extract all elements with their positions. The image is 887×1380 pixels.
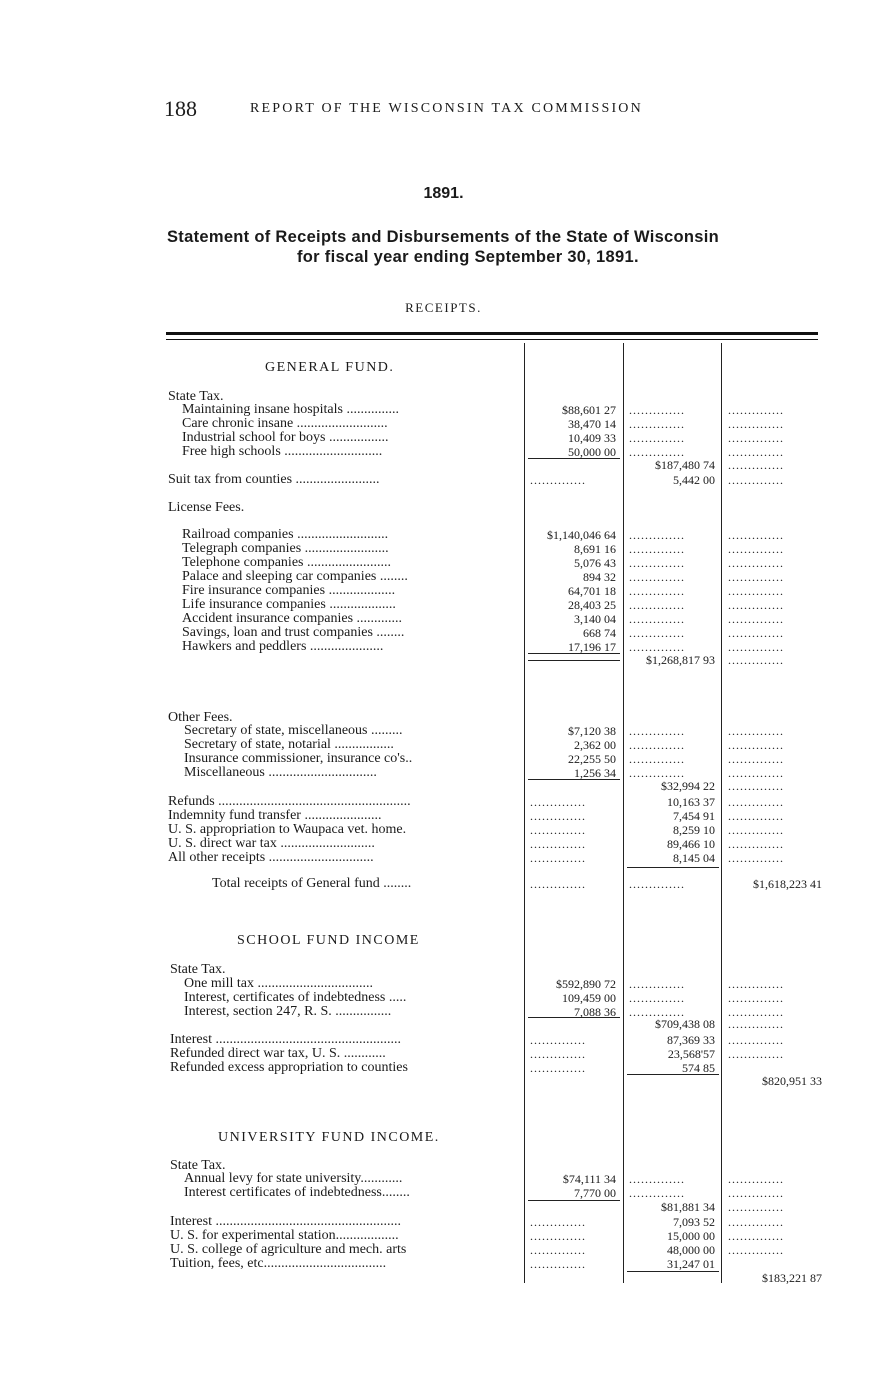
amount-cell: 15,000 00 xyxy=(667,1229,715,1243)
dot-leader: .............. xyxy=(629,1005,685,1019)
dot-leader: .............. xyxy=(629,584,685,598)
row-label: Annual levy for state university............ xyxy=(184,1172,403,1186)
dot-leader: .............. xyxy=(728,598,784,612)
dot-leader: .............. xyxy=(629,1186,685,1200)
row-label: U. S. direct war tax ........................... xyxy=(168,837,375,851)
row-label: Tuition, fees, etc................................... xyxy=(170,1257,387,1271)
amount-cell: 7,088 36 xyxy=(574,1005,616,1019)
row-label: Suit tax from counties ........................ xyxy=(168,473,380,487)
dot-leader: .............. xyxy=(629,977,685,991)
row-label: Insurance commissioner, insurance co's.. xyxy=(184,752,413,766)
dot-leader: .............. xyxy=(629,991,685,1005)
dot-leader: .............. xyxy=(728,766,784,780)
amount-cell: 1,256 34 xyxy=(574,766,616,780)
dot-leader: .............. xyxy=(530,1061,586,1075)
dot-leader: .............. xyxy=(530,473,586,487)
amount-cell: 87,369 33 xyxy=(667,1033,715,1047)
dot-leader: .............. xyxy=(728,612,784,626)
dot-leader: .............. xyxy=(728,431,784,445)
row-label: Railroad companies .......................... xyxy=(182,528,389,542)
dot-leader: .............. xyxy=(728,570,784,584)
amount-cell: $74,111 34 xyxy=(562,1172,616,1186)
dot-leader: .............. xyxy=(728,458,784,472)
dot-leader: .............. xyxy=(530,795,586,809)
amount-cell: 668 74 xyxy=(583,626,616,640)
row-label: U. S. for experimental station.................. xyxy=(170,1229,399,1243)
running-title: REPORT OF THE WISCONSIN TAX COMMISSION xyxy=(250,101,643,116)
row-label: Refunded direct war tax, U. S. ............ xyxy=(170,1047,386,1061)
row-label: Other Fees. xyxy=(168,711,233,725)
dot-leader: .............. xyxy=(728,1017,784,1031)
dot-leader: .............. xyxy=(629,877,685,891)
dot-leader: .............. xyxy=(728,779,784,793)
dot-leader: .............. xyxy=(530,851,586,865)
row-label: One mill tax ................................. xyxy=(184,977,373,991)
row-label: State Tax. xyxy=(170,963,226,977)
column-divider-2 xyxy=(623,343,624,1283)
amount-cell: 10,409 33 xyxy=(568,431,616,445)
amount-cell: $81,881 34 xyxy=(661,1200,715,1214)
dot-leader: .............. xyxy=(728,1215,784,1229)
row-label: State Tax. xyxy=(168,390,224,404)
statement-title-line-1: Statement of Receipts and Disbursements of the State of Wisconsin xyxy=(167,228,720,246)
amount-cell: $1,618,223 41 xyxy=(753,877,822,891)
dot-leader: .............. xyxy=(728,809,784,823)
amount-cell: 7,770 00 xyxy=(574,1186,616,1200)
dot-leader: .............. xyxy=(728,752,784,766)
amount-cell: 574 85 xyxy=(682,1061,715,1075)
dot-leader: .............. xyxy=(728,1200,784,1214)
amount-cell: $7,120 38 xyxy=(568,724,616,738)
row-label: Savings, loan and trust companies ........ xyxy=(182,626,405,640)
column-divider-3 xyxy=(721,343,722,1283)
row-label: Interest ..................................................... xyxy=(170,1033,401,1047)
dot-leader: .............. xyxy=(728,473,784,487)
dot-leader: .............. xyxy=(629,766,685,780)
dot-leader: .............. xyxy=(728,795,784,809)
dot-leader: .............. xyxy=(728,403,784,417)
amount-cell: 5,076 43 xyxy=(574,556,616,570)
amount-cell: 8,145 04 xyxy=(673,851,715,865)
amount-cell: 28,403 25 xyxy=(568,598,616,612)
amount-cell: 50,000 00 xyxy=(568,445,616,459)
page-number: 188 xyxy=(164,96,197,121)
dot-leader: .............. xyxy=(530,837,586,851)
amount-cell: $183,221 87 xyxy=(762,1271,822,1285)
amount-cell: 89,466 10 xyxy=(667,837,715,851)
dot-leader: .............. xyxy=(530,823,586,837)
dot-leader: .............. xyxy=(728,1005,784,1019)
dot-leader: .............. xyxy=(629,570,685,584)
amount-cell: 38,470 14 xyxy=(568,417,616,431)
amount-cell: $820,951 33 xyxy=(762,1074,822,1088)
subtotal-rule xyxy=(528,1200,620,1201)
row-label: Telephone companies ........................ xyxy=(182,556,391,570)
row-label: License Fees. xyxy=(168,501,245,515)
section-heading: UNIVERSITY FUND INCOME. xyxy=(218,1130,440,1145)
dot-leader: .............. xyxy=(728,528,784,542)
row-label: Maintaining insane hospitals ............... xyxy=(182,403,399,417)
dot-leader: .............. xyxy=(530,1229,586,1243)
dot-leader: .............. xyxy=(530,1243,586,1257)
dot-leader: .............. xyxy=(728,640,784,654)
amount-cell: 109,459 00 xyxy=(562,991,616,1005)
dot-leader: .............. xyxy=(629,556,685,570)
amount-cell: 22,255 50 xyxy=(568,752,616,766)
amount-cell: $32,994 22 xyxy=(661,779,715,793)
dot-leader: .............. xyxy=(629,752,685,766)
row-label: Refunded excess appropriation to counties xyxy=(170,1061,408,1075)
dot-leader: .............. xyxy=(728,1229,784,1243)
dot-leader: .............. xyxy=(629,626,685,640)
dot-leader: .............. xyxy=(728,1243,784,1257)
amount-cell: 2,362 00 xyxy=(574,738,616,752)
row-label: All other receipts .............................. xyxy=(168,851,374,865)
dot-leader: .............. xyxy=(629,738,685,752)
dot-leader: .............. xyxy=(728,542,784,556)
row-label: Free high schools ............................ xyxy=(182,445,383,459)
amount-cell: $187,480 74 xyxy=(655,458,715,472)
row-label: Accident insurance companies ............. xyxy=(182,612,403,626)
dot-leader: .............. xyxy=(629,1172,685,1186)
receipts-heading: RECEIPTS. xyxy=(405,300,482,315)
dot-leader: .............. xyxy=(530,877,586,891)
amount-cell: $1,268,817 93 xyxy=(646,653,715,667)
amount-cell: 64,701 18 xyxy=(568,584,616,598)
statement-title-line-2: for fiscal year ending September 30, 1891. xyxy=(297,248,639,266)
dot-leader: .............. xyxy=(728,991,784,1005)
row-label: Indemnity fund transfer ...................... xyxy=(168,809,382,823)
row-label: Industrial school for boys ................. xyxy=(182,431,389,445)
dot-leader: .............. xyxy=(530,809,586,823)
dot-leader: .............. xyxy=(728,837,784,851)
report-year: 1891. xyxy=(423,185,464,202)
row-label: Total receipts of General fund ........ xyxy=(212,877,412,891)
row-label: Telegraph companies ........................ xyxy=(182,542,389,556)
row-label: Miscellaneous ............................... xyxy=(184,766,377,780)
row-label: Hawkers and peddlers ..................... xyxy=(182,640,384,654)
amount-cell: 10,163 37 xyxy=(667,795,715,809)
dot-leader: .............. xyxy=(728,1033,784,1047)
dot-leader: .............. xyxy=(728,653,784,667)
dot-leader: .............. xyxy=(728,738,784,752)
row-label: Life insurance companies ................... xyxy=(182,598,396,612)
dot-leader: .............. xyxy=(530,1257,586,1271)
column-divider-1 xyxy=(524,343,525,1283)
double-rule-top xyxy=(166,332,818,335)
amount-cell: 7,093 52 xyxy=(673,1215,715,1229)
amount-cell: 8,259 10 xyxy=(673,823,715,837)
dot-leader: .............. xyxy=(728,445,784,459)
section-heading: SCHOOL FUND INCOME xyxy=(237,933,420,948)
dot-leader: .............. xyxy=(728,556,784,570)
row-label: Care chronic insane .......................... xyxy=(182,417,388,431)
amount-cell: 23,568'57 xyxy=(667,1047,715,1061)
row-label: U. S. college of agriculture and mech. arts xyxy=(170,1243,407,1257)
dot-leader: .............. xyxy=(629,612,685,626)
amount-cell: 894 32 xyxy=(583,570,616,584)
amount-cell: $709,438 08 xyxy=(655,1017,715,1031)
amount-cell: $592,890 72 xyxy=(556,977,616,991)
row-label: Interest ..................................................... xyxy=(170,1215,401,1229)
dot-leader: .............. xyxy=(728,584,784,598)
dot-leader: .............. xyxy=(629,598,685,612)
section-heading: GENERAL FUND. xyxy=(265,360,395,375)
amount-cell: 7,454 91 xyxy=(673,809,715,823)
row-label: Interest certificates of indebtedness........ xyxy=(184,1186,410,1200)
dot-leader: .............. xyxy=(530,1033,586,1047)
dot-leader: .............. xyxy=(728,626,784,640)
dot-leader: .............. xyxy=(629,528,685,542)
dot-leader: .............. xyxy=(728,724,784,738)
dot-leader: .............. xyxy=(728,417,784,431)
dot-leader: .............. xyxy=(629,640,685,654)
dot-leader: .............. xyxy=(728,1047,784,1061)
row-label: Interest, certificates of indebtedness ..... xyxy=(184,991,407,1005)
amount-cell: $1,140,046 64 xyxy=(547,528,616,542)
dot-leader: .............. xyxy=(728,823,784,837)
row-label: Refunds ....................................................... xyxy=(168,795,411,809)
row-label: State Tax. xyxy=(170,1159,226,1173)
subtotal-rule xyxy=(627,1271,719,1272)
dot-leader: .............. xyxy=(629,417,685,431)
dot-leader: .............. xyxy=(629,403,685,417)
row-label: U. S. appropriation to Waupaca vet. home. xyxy=(168,823,407,837)
dot-leader: .............. xyxy=(629,431,685,445)
subtotal-rule xyxy=(528,660,620,661)
amount-cell: 5,442 00 xyxy=(673,473,715,487)
dot-leader: .............. xyxy=(629,724,685,738)
dot-leader: .............. xyxy=(530,1215,586,1229)
dot-leader: .............. xyxy=(728,1186,784,1200)
dot-leader: .............. xyxy=(629,542,685,556)
row-label: Secretary of state, notarial ................. xyxy=(184,738,394,752)
dot-leader: .............. xyxy=(728,851,784,865)
amount-cell: 31,247 01 xyxy=(667,1257,715,1271)
amount-cell: 8,691 16 xyxy=(574,542,616,556)
dot-leader: .............. xyxy=(728,1172,784,1186)
row-label: Fire insurance companies ................... xyxy=(182,584,396,598)
amount-cell: 3,140 04 xyxy=(574,612,616,626)
amount-cell: 17,196 17 xyxy=(568,640,616,654)
dot-leader: .............. xyxy=(629,445,685,459)
dot-leader: .............. xyxy=(530,1047,586,1061)
amount-cell: $88,601 27 xyxy=(562,403,616,417)
row-label: Interest, section 247, R. S. ................ xyxy=(184,1005,392,1019)
row-label: Palace and sleeping car companies ........ xyxy=(182,570,408,584)
subtotal-rule xyxy=(627,867,719,868)
double-rule-bottom xyxy=(166,339,818,340)
amount-cell: 48,000 00 xyxy=(667,1243,715,1257)
row-label: Secretary of state, miscellaneous ......... xyxy=(184,724,403,738)
dot-leader: .............. xyxy=(728,977,784,991)
